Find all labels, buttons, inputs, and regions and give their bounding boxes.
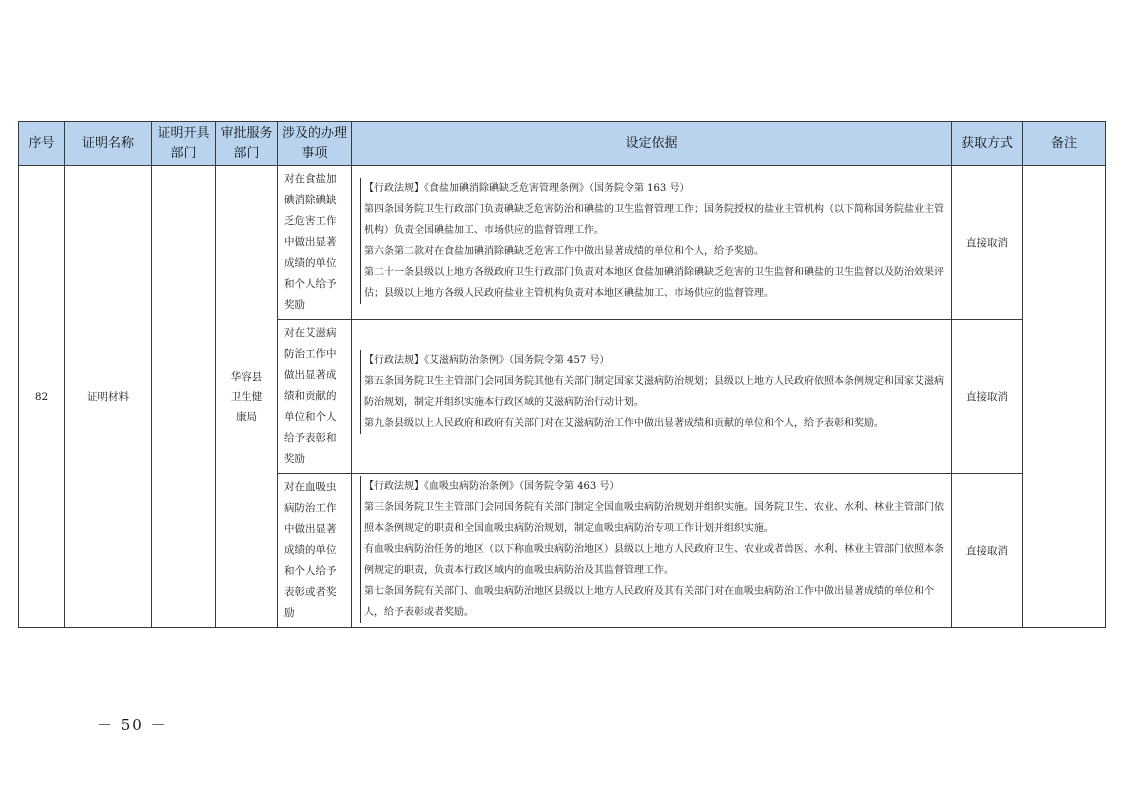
- matter-cell: 对在血吸虫病防治工作中做出显著成绩的单位和个人给予表彰或者奖励: [278, 474, 352, 628]
- table-header-row: [19, 122, 1106, 166]
- page-number: － 50 －: [97, 716, 168, 734]
- header-issuing-dept: 证明开具部门: [152, 122, 216, 166]
- header-seq: 序号: [19, 122, 65, 166]
- header-method: 获取方式: [952, 122, 1023, 166]
- basis-line: 【行政法规】《食盐加碘消除碘缺乏危害管理条例》（国务院令第 163 号）: [364, 183, 690, 194]
- basis-line: 【行政法规】《血吸虫病防治条例》（国务院令第 463 号）: [364, 481, 620, 492]
- basis-line: 第二十一条县级以上地方各级政府卫生行政部门负责对本地区食盐加碘消除碘缺乏危害的卫生监督和碘盐的卫生监督以及防治效果评估；县级以上地方各级人民政府盐业主管机构负责对本地区碘盐加工、市场供应的监督管理。: [364, 267, 944, 299]
- cert-name-cell: 证明材料: [65, 166, 152, 628]
- matter-cell: 对在艾滋病防治工作中做出显著成绩和贡献的单位和个人给予表彰和奖励: [278, 320, 352, 474]
- basis-line: 有血吸虫病防治任务的地区（以下称血吸虫病防治地区）县级以上地方人民政府卫生、农业或者兽医、水利、林业主管部门依照本条例规定的职责，负责本行政区域内的血吸虫病防治及其监督管理工作。: [364, 544, 944, 576]
- basis-line: 第四条国务院卫生行政部门负责碘缺乏危害防治和碘盐的卫生监督管理工作；国务院授权的盐业主管机构（以下简称国务院盐业主管机构）负责全国碘盐加工、市场供应的监督管理工作。: [364, 204, 944, 236]
- header-approval-dept: 审批服务部门: [216, 122, 278, 166]
- basis-text: [360, 350, 945, 434]
- seq-cell: 82: [19, 166, 65, 628]
- basis-line: 第九条县级以上人民政府和政府有关部门对在艾滋病防治工作中做出显著成绩和贡献的单位和个人，给予表彰和奖励。: [364, 418, 884, 429]
- approval-dept-cell: 华容县卫生健康局: [216, 166, 278, 628]
- basis-line: 第三条国务院卫生主管部门会同国务院有关部门制定全国血吸虫病防治规划并组织实施。国务院卫生、农业、水利、林业主管部门依照本条例规定的职责和全国血吸虫病防治规划，制定血吸虫病防治专项工作计划并组织实施。: [364, 502, 944, 534]
- header-cert-name: 证明名称: [65, 122, 152, 166]
- basis-line: 【行政法规】《艾滋病防治条例》（国务院令第 457 号）: [364, 355, 610, 366]
- header-remark: 备注: [1023, 122, 1106, 166]
- header-basis: 设定依据: [352, 122, 952, 166]
- method-cell: 直接取消: [952, 320, 1023, 474]
- basis-text: [360, 476, 945, 623]
- method-cell: 直接取消: [952, 474, 1023, 628]
- remark-cell: [1023, 166, 1106, 628]
- matter-cell: 对在食盐加碘消除碘缺乏危害工作中做出显著成绩的单位和个人给予奖励: [278, 166, 352, 320]
- basis-line: 第五条国务院卫生主管部门会同国务院其他有关部门制定国家艾滋病防治规划；县级以上地方人民政府依照本条例规定和国家艾滋病防治规划，制定并组织实施本行政区域的艾滋病防治行动计划。: [364, 376, 944, 408]
- basis-text: [360, 178, 945, 304]
- basis-line: 第七条国务院有关部门、血吸虫病防治地区县级以上地方人民政府及其有关部门对在血吸虫病防治工作中做出显著成绩的单位和个人，给予表彰或者奖励。: [364, 586, 934, 618]
- certificate-table: [18, 121, 1106, 628]
- basis-cell: [352, 320, 952, 474]
- basis-line: 第六条第二款对在食盐加碘消除碘缺乏危害工作中做出显著成绩的单位和个人，给予奖励。: [364, 246, 764, 257]
- basis-cell: [352, 474, 952, 628]
- table-row: [19, 166, 1106, 320]
- header-matters: 涉及的办理事项: [278, 122, 352, 166]
- basis-cell: [352, 166, 952, 320]
- issuing-dept-cell: [152, 166, 216, 628]
- method-cell: 直接取消: [952, 166, 1023, 320]
